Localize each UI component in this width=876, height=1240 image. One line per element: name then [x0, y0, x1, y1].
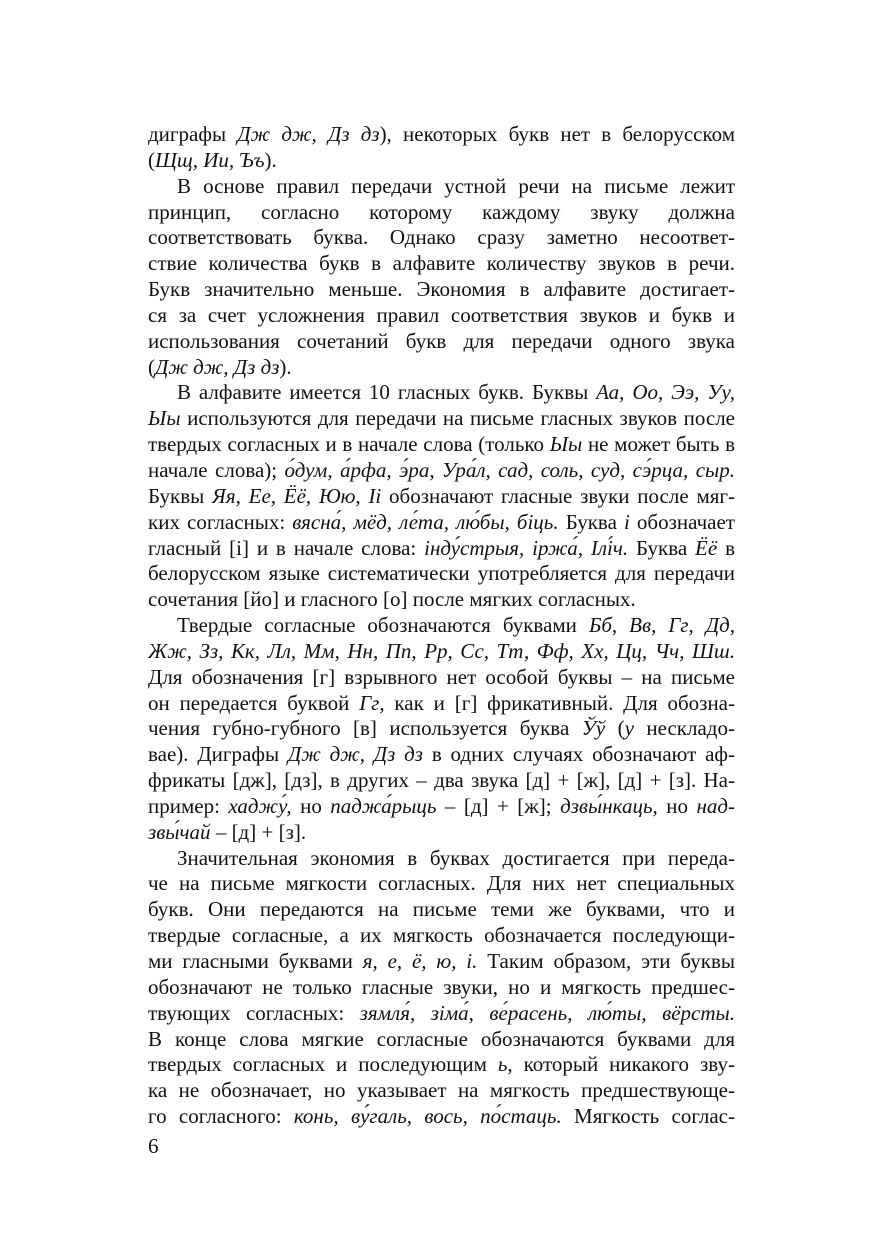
- paragraph: [148, 174, 735, 381]
- text-run: ми гласными буквами: [148, 949, 363, 973]
- text-run: он передается буквой: [148, 690, 360, 715]
- text-line: [148, 458, 735, 484]
- text-line: [148, 639, 735, 665]
- text-line: [148, 587, 735, 613]
- italic-run: у: [624, 716, 634, 741]
- text-run: в одних случаях обозначают аф-: [423, 742, 735, 767]
- italic-run: Аа, Оо, Ээ, Уу,: [596, 380, 735, 405]
- text-line: [148, 536, 735, 562]
- text-run: В конце слова мягкие согласные обозначаются буквами для: [148, 1026, 735, 1051]
- text-run: обозначают гласные звуки после мяг-: [381, 483, 735, 508]
- italic-run: хаджу́,: [228, 793, 292, 818]
- text-run: Буква: [628, 535, 696, 560]
- text-run: нескладо-: [633, 716, 735, 741]
- text-line: [148, 923, 735, 949]
- text-run: (: [148, 147, 155, 172]
- text-line: [148, 303, 735, 329]
- italic-run: Яя, Ее, Ёё, Юю, Іі: [212, 483, 382, 508]
- italic-run: Дж дж, Дз дз: [237, 122, 380, 146]
- text-run: твердых согласных и последующим: [148, 1052, 498, 1077]
- text-run: вае). Диграфы: [148, 742, 288, 767]
- text-line: [148, 1104, 735, 1130]
- page-number: 6: [148, 1134, 159, 1158]
- italic-run: Ўў: [581, 716, 606, 741]
- italic-run: над-: [696, 793, 735, 818]
- text-run: принцип, согласно которому каждому звуку должна: [148, 199, 735, 224]
- text-run: гласный [і] и в начале слова:: [148, 535, 425, 560]
- text-run: диграфы: [148, 122, 238, 146]
- text-run: используются для передачи на письме гласных звуков после: [180, 406, 735, 431]
- text-line: [148, 1027, 735, 1053]
- text-run: Для обозначения [г] взрывного нет особой буквы – на письме: [148, 664, 735, 689]
- text-line: [148, 432, 735, 458]
- text-run: В алфавите имеется 10 гласных букв. Буквы: [177, 380, 597, 405]
- italic-run: Ыы: [549, 432, 583, 457]
- text-run: соответствовать буква. Однако сразу заметно несоответ-: [148, 225, 735, 250]
- text-line: [148, 768, 735, 794]
- text-line: [148, 871, 735, 897]
- text-line: [148, 380, 735, 406]
- paragraph: [148, 613, 735, 846]
- text-run: чения губно-губного [в] используется буква: [148, 716, 582, 741]
- text-line: [148, 975, 735, 1001]
- text-run: букв. Они передаются на письме теми же буквами, что и: [148, 897, 735, 922]
- text-run: ), некоторых букв нет в белорусском: [379, 122, 735, 146]
- italic-run: звы́чай: [148, 819, 211, 844]
- text-run: Твердые согласные обозначаются буквами: [177, 613, 589, 638]
- italic-run: Бб, Вв, Гг, Дд,: [588, 613, 735, 638]
- italic-run: Дж дж, Дз дз: [155, 354, 280, 379]
- text-line: [148, 949, 735, 975]
- text-run: ких согласных:: [148, 509, 293, 534]
- text-run: ся за счет усложнения правил соответствия звуков и букв и: [148, 302, 735, 327]
- text-run: Буквы: [148, 483, 213, 508]
- italic-run: інду́стрыя, іржа́, Ілі́ч.: [424, 535, 629, 560]
- text-line: [148, 665, 735, 691]
- text-line: [148, 484, 735, 510]
- italic-run: паджа́рыць: [330, 793, 437, 818]
- text-run: пример:: [148, 793, 229, 818]
- paragraph: [148, 846, 735, 1130]
- text-run: использования сочетаний букв для передачи одного звука: [148, 328, 735, 353]
- text-line: [148, 742, 735, 768]
- text-run: начале слова);: [148, 457, 285, 482]
- text-run: го согласного:: [148, 1104, 294, 1129]
- text-line: [148, 561, 735, 587]
- italic-run: і: [623, 509, 630, 534]
- text-line: [148, 510, 735, 536]
- italic-run: о́дум, а́рфа, э́ра, Ура́л, сад, соль, суд, сэ́рца, сыр.: [284, 457, 735, 482]
- text-line: [148, 148, 735, 174]
- italic-run: Щщ, Ии, Ъъ: [155, 147, 265, 172]
- italic-run: Ыы: [148, 406, 181, 431]
- text-run: Буква: [558, 509, 624, 534]
- text-run: че на письме мягкости согласных. Для них нет специальных: [148, 871, 735, 896]
- text-run: в: [717, 535, 735, 560]
- text-line: [148, 277, 735, 303]
- text-run: Мягкость соглас-: [561, 1104, 735, 1129]
- text-run: не может быть в: [582, 432, 736, 457]
- text-line: [148, 329, 735, 355]
- text-run: , который никакого зву-: [507, 1052, 735, 1077]
- italic-run: Гг,: [359, 690, 385, 715]
- text-line: [148, 406, 735, 432]
- text-run: ствие количества букв в алфавите количеству звуков в речи.: [148, 251, 735, 276]
- text-run: твердых согласных и в начале слова (только: [148, 432, 550, 457]
- text-run: белорусском языке систематически употребляется для передачи: [148, 561, 735, 586]
- text-run: – [д] + [з].: [210, 819, 307, 844]
- text-line: [148, 174, 735, 200]
- text-run: обозначает: [629, 509, 735, 534]
- text-run: В основе правил передачи устной речи на письме лежит: [177, 173, 735, 198]
- italic-run: ь: [497, 1052, 508, 1077]
- text-run: Таким образом, эти буквы: [477, 949, 735, 973]
- text-run: ).: [279, 354, 292, 379]
- text-run: сочетания [йо] и гласного [о] после мягких согласных.: [148, 587, 636, 612]
- text-line: [148, 897, 735, 923]
- text-line: [148, 1001, 735, 1027]
- italic-run: Ёё: [695, 535, 718, 560]
- text-run: но: [291, 793, 331, 818]
- italic-run: вясна́, мёд, ле́та, лю́бы, біць.: [292, 509, 559, 534]
- text-line: [148, 613, 735, 639]
- text-line: [148, 251, 735, 277]
- text-line: [148, 1052, 735, 1078]
- italic-run: Дж дж, Дз дз: [287, 742, 423, 767]
- text-line: [148, 200, 735, 226]
- text-run: ).: [264, 147, 277, 172]
- text-run: твердые согласные, а их мягкость обозначается последующи-: [148, 923, 735, 948]
- page-body-text: [148, 122, 735, 1130]
- text-line: [148, 122, 735, 148]
- italic-run: зямля́, зіма́, ве́расень, лю́ты, вёрсты.: [359, 1000, 735, 1025]
- paragraph: [148, 380, 735, 613]
- text-run: – [д] + [ж];: [436, 793, 561, 818]
- text-line: [148, 355, 735, 381]
- text-run: Значительная экономия в буквах достигается при переда-: [177, 845, 735, 870]
- italic-run: Жж, Зз, Кк, Лл, Мм, Нн, Пп, Рр, Сс, Тт, Фф, Хх, Цц, Чч, Шш.: [148, 638, 735, 663]
- text-line: [148, 225, 735, 251]
- text-line: [148, 1078, 735, 1104]
- text-run: твующих согласных:: [148, 1000, 360, 1025]
- paragraph: [148, 122, 735, 174]
- italic-run: конь, ву́галь, вось, по́стаць.: [293, 1104, 562, 1129]
- italic-run: дзвы́нкаць,: [560, 793, 658, 818]
- text-run: но: [657, 793, 697, 818]
- text-line: [148, 691, 735, 717]
- text-line: [148, 794, 735, 820]
- text-run: ка не обозначает, но указывает на мягкость предшествующе-: [148, 1078, 735, 1103]
- italic-run: я, е, ё, ю, і.: [362, 949, 478, 973]
- text-run: (: [605, 716, 625, 741]
- text-run: (: [148, 354, 155, 379]
- text-run: Букв значительно меньше. Экономия в алфавите достигает-: [148, 277, 735, 302]
- text-run: обозначают не только гласные звуки, но и мягкость предшес-: [148, 974, 735, 999]
- text-line: [148, 716, 735, 742]
- text-line: [148, 846, 735, 872]
- text-line: [148, 820, 735, 846]
- text-run: фрикаты [дж], [дз], в других – два звука [д] + [ж], [д] + [з]. На-: [148, 768, 735, 793]
- text-run: как и [г] фрикативный. Для обозна-: [384, 690, 735, 715]
